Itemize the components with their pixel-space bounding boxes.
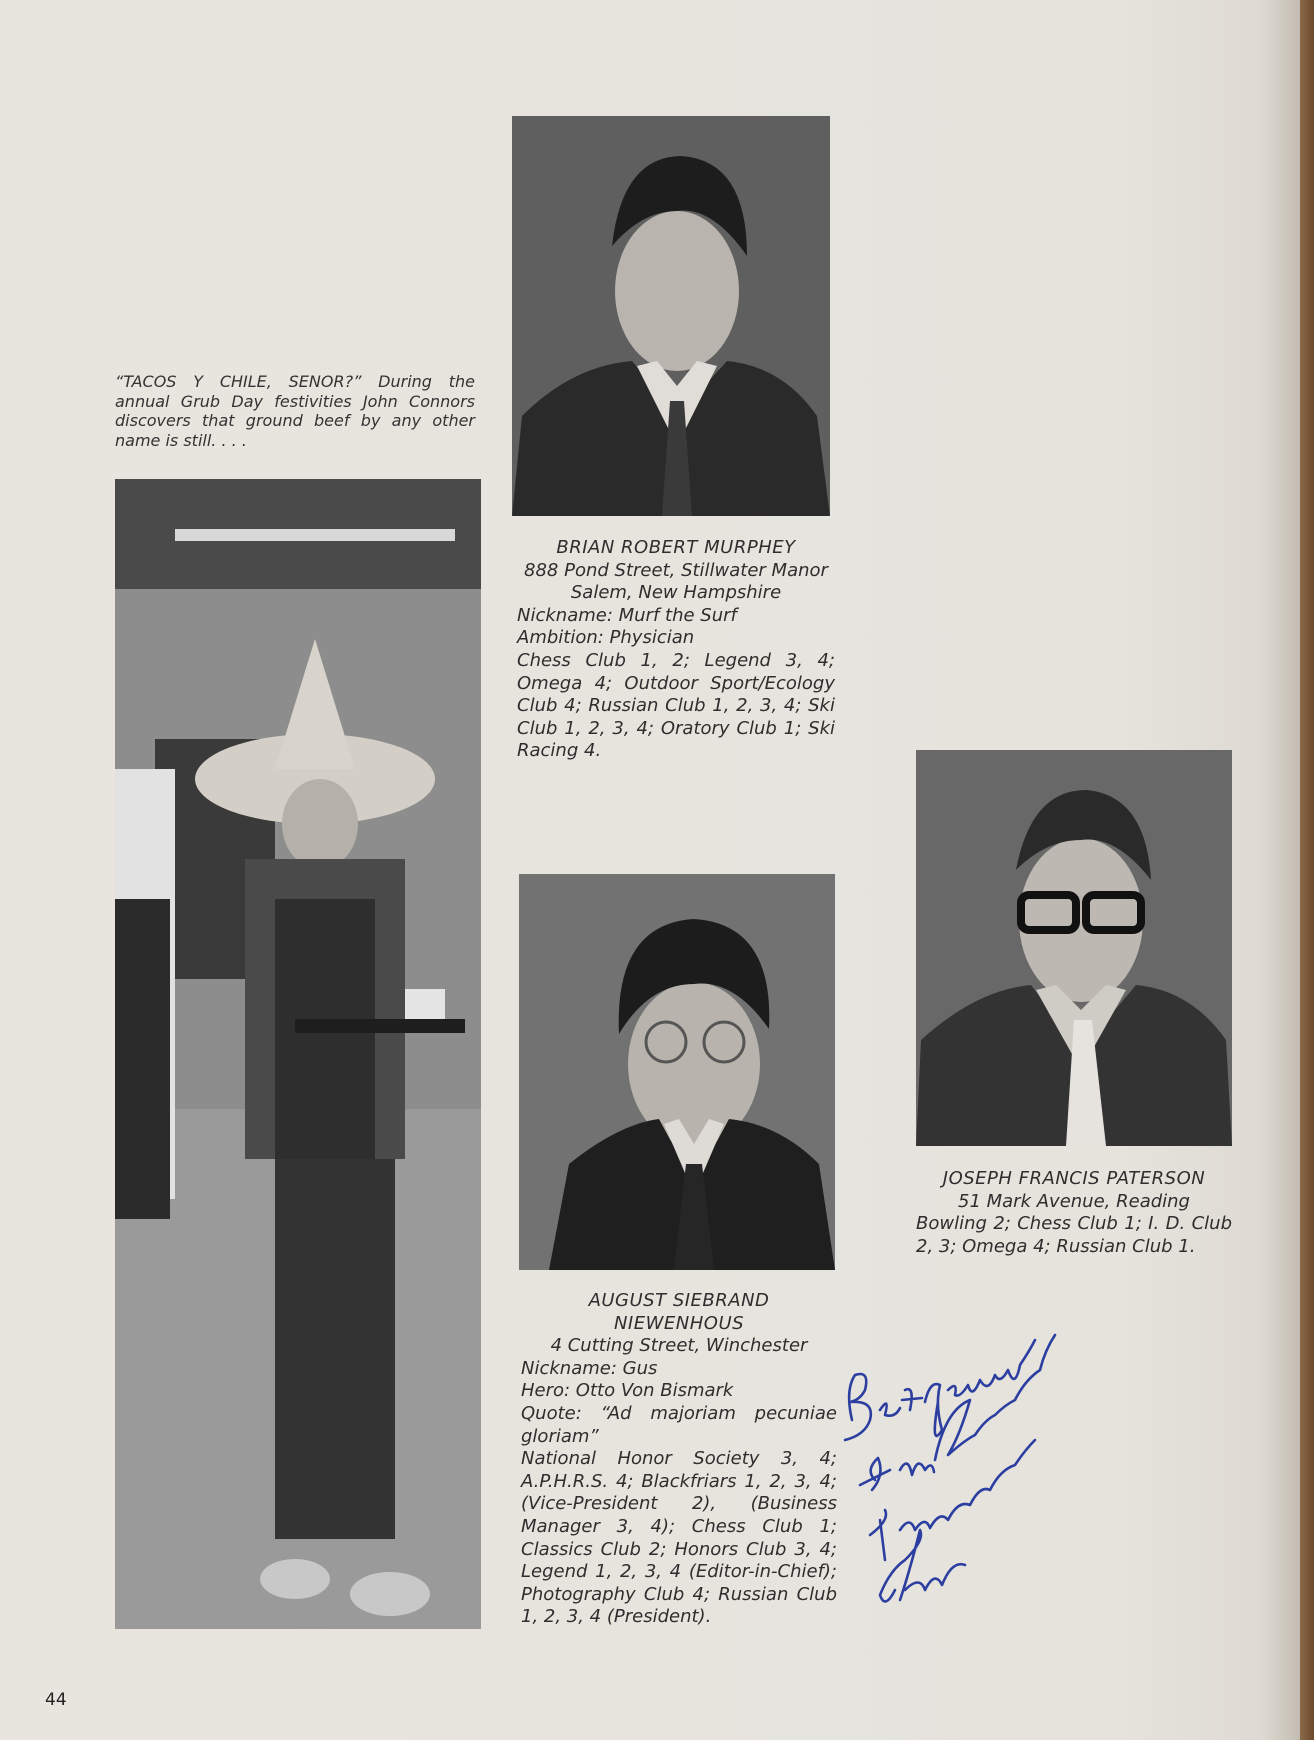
portrait-niewenhous bbox=[519, 874, 835, 1270]
niewenhous-activities: National Honor Society 3, 4; A.P.H.R.S. 4; Blackfriars 1, 2, 3, 4; (Vice-President 2), (Business Manager 3, 4); Chess Club 1; Classics Club 2; Honors Club 3, 4; Legend 1, 2, 3, 4 (Editor-in-Chief); Photography Club 4; Russian Club 1, 2, 3, 4 (President). bbox=[521, 1448, 837, 1628]
bio-paterson bbox=[916, 1168, 1232, 1258]
bio-niewenhous bbox=[521, 1290, 837, 1629]
page-edge bbox=[1300, 0, 1314, 1740]
niewenhous-nickname: Nickname: Gus bbox=[521, 1357, 658, 1379]
page-number: 44 bbox=[45, 1690, 67, 1710]
niewenhous-hero: Hero: Otto Von Bismark bbox=[521, 1380, 734, 1402]
murphey-activities: Chess Club 1, 2; Legend 3, 4; Omega 4; Outdoor Sport/Ecology Club 4; Russian Club 1, 2, 3, 4; Ski Club 1, 2, 3, 4; Oratory Club 1; Ski Racing 4. bbox=[517, 649, 835, 762]
murphey-address-2: Salem, New Hampshire bbox=[570, 582, 782, 604]
murphey-address-1: 888 Pond Street, Stillwater Manor bbox=[524, 559, 828, 581]
bio-murphey bbox=[517, 537, 835, 763]
murphey-name: BRIAN ROBERT MURPHEY bbox=[556, 537, 796, 558]
photo-caption: “TACOS Y CHILE, SENOR?” During the annual Grub Day festivities John Connors discovers that ground beef by any other name is still. . . . bbox=[115, 372, 475, 450]
paterson-activities: Bowling 2; Chess Club 1; I. D. Club 2, 3; Omega 4; Russian Club 1. bbox=[916, 1213, 1232, 1257]
portrait-murphey bbox=[512, 116, 830, 516]
murphey-ambition: Ambition: Physician bbox=[517, 627, 695, 649]
paterson-address: 51 Mark Avenue, Reading bbox=[958, 1190, 1190, 1212]
niewenhous-name-1: AUGUST SIEBRAND bbox=[588, 1290, 770, 1311]
niewenhous-quote: Quote: “Ad majoriam pecuniae gloriam” bbox=[521, 1402, 837, 1447]
niewenhous-name-2: NIEWENHOUS bbox=[613, 1312, 745, 1334]
handwritten-signature bbox=[830, 1290, 1100, 1620]
niewenhous-address: 4 Cutting Street, Winchester bbox=[550, 1335, 808, 1357]
paterson-name: JOSEPH FRANCIS PATERSON bbox=[942, 1168, 1206, 1189]
murphey-nickname: Nickname: Murf the Surf bbox=[517, 604, 737, 626]
portrait-paterson bbox=[916, 750, 1232, 1146]
candid-photo-sombrero bbox=[115, 479, 481, 1629]
